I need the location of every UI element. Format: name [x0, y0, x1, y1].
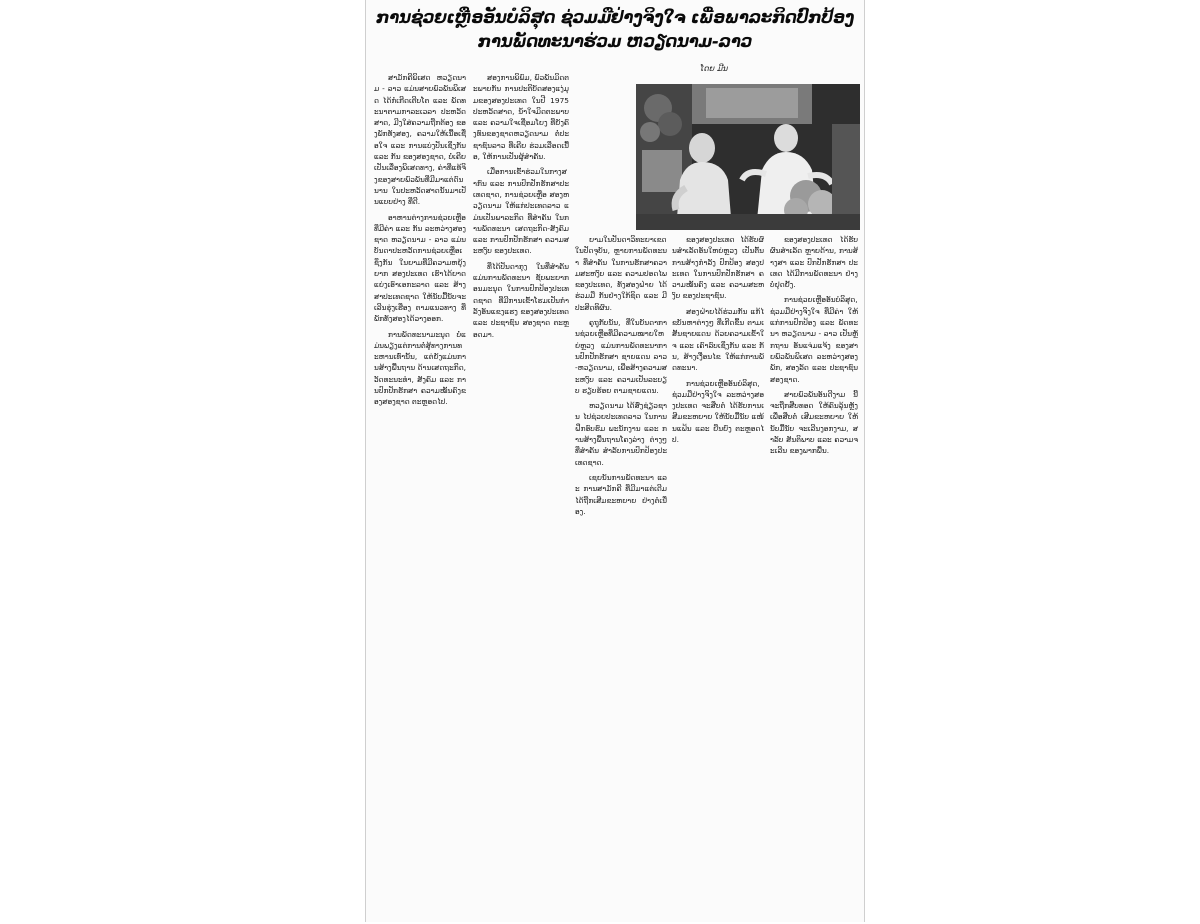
paragraph: ເມື່ອການເຂົ້າຮ່ວມໃນກາງສາກົນ ແລະ ການປົກປັກຮັກສາປະເທດຊາດ, ການຊ່ວຍເຫຼືອ ສອງຫວຽດນາມ ໃຫ້ແກ່ປະເທດລາວ ແມ່ນເປັນພາລະກິດ ທີ່ສຳຄັນ ໃນການພັດທະນາ ເສດຖະກິດ-ສັງຄົມ ແລະ ການປົກປັກຮັກສາ ຄວາມສະຫງົບ ຂອງປະເທດ.	[473, 167, 569, 256]
paragraph: ສອງການພິພົມ, ພົວພັນມິດຕະພາບກັນ ການປະຕິບັດສອງແງ່ມຸມຂອງສອງປະເທດ ໃນປີ 1975 ປະຫວັດສາດ, ນ້ຳໃຈມິດຕະພາບ ແລະ ຄວາມໃຈເຊື່ອມໂຍງ ທີ່ຍັງຄົງທົນຂອງຊາດຫວຽດນາມ ຕໍ່ປະຊາຊົນລາວ ທີ່ເຄີຍ ຮ່ວມເລືອດເນື້ອ, ໃຫ້ການເປັນຜູ້ສຳຄັນ.	[473, 73, 569, 162]
paragraph: ຂອງສອງປະເທດ ໄດ້ຮັບຜົນສຳເລັດອັນໃຫຍ່ຫຼວງ ເປັນຕົ້ນ ການສ້າງກຳລັງ ປົກປ້ອງ ສອງປະເທດ ໃນການປົກປັກຮັກສາ ຄວາມໝັ້ນຄົງ ແລະ ຄວາມສະຫງົບ ຂອງປະຊາຊົນ.	[672, 235, 764, 301]
paragraph: ການພັດທະນາມະນຸດ ບໍ່ແມ່ນພຽງແຕ່ການຕໍ່ສູ້ທາງການທະຫານເທົ່ານັ້ນ, ແຕ່ຍັງແມ່ນການສ້າງພື້ນຖານ ດ້ານເສດຖະກິດ, ວັດທະນະທຳ, ສັງຄົມ ແລະ ການປົກປັກຮັກສາ ຄວາມໝັ້ນຄົງຂອງສອງຊາດ ຕະຫຼອດໄປ.	[374, 329, 466, 407]
paragraph: ຫວຽດນາມ ໄດ້ສົ່ງຊ່ຽວຊານ ໄປຊ່ວຍປະເທດລາວ ໃນການຝຶກອົບຮົມ ພະນັກງານ ແລະ ການສ້າງພື້ນຖານໂຄງລ່າງ ຕ່າງໆ ທີ່ສຳຄັນ ສຳລັບການປົກປ້ອງປະເທດຊາດ.	[575, 401, 667, 467]
article-column-4	[672, 234, 764, 918]
article-column-5	[770, 234, 858, 918]
paragraph: ທີ່ໄດ້ປັນດາກຸງ ໃນທີ່ສຳຄັນ ແມ່ນການພັດທະນາ ຊັບພະຍາກອນມະນຸດ ໃນການປົກປ້ອງປະເທດຊາດ ທີ່ມີການເຂົ້າໂຮມເປັນກຳລັງອັນແຂງແຮງ ຂອງສອງປະເທດ ແລະ ປະຊາຊົນ ສອງຊາດ ຕະຫຼອດມາ.	[473, 261, 569, 339]
paragraph: ຄູຖຸກັບນັນ, ທີ່ໃນບັນດາການຊ່ວຍເຫຼືອທີ່ມີຄວາມໝາຍໃຫຍ່ຫຼວງ ແມ່ນການພັດທະນາການປົກປັກຮັກສາ ຊາຍແດນ ລາວ-ຫວຽດນາມ, ເພື່ອສ້າງຄວາມສະຫງົບ ແລະ ຄວາມເປັນລະບຽບ ຮຽບຮ້ອຍ ຕາມຊາຍແດນ.	[575, 318, 667, 395]
paragraph: ການຊ່ວຍເຫຼືອອັນບໍລິສຸດ, ຊ່ວມມືຢ່າງຈິງໃຈ ທີ່ມີຄ່າ ໃຫ້ແກ່ການປົກປ້ອງ ແລະ ພັດທະນາ ຫວຽດນາມ - ລາວ ເປັນຫຼັກຖານ ອັນແຈ່ມແຈ້ງ ຂອງສາຍພົວພັນພິເສດ ລະຫວ່າງສອງພັກ, ສອງລັດ ແລະ ປະຊາຊົນສອງຊາດ.	[770, 295, 858, 384]
article-photo	[636, 84, 860, 230]
article-column-3	[575, 234, 667, 918]
headline-line-1: ການຊ່ວຍເຫຼືອອັນບໍລິສຸດ ຊ່ວມມືຢ່າງຈິງໃຈ ເພື່ອພາລະກິດປົກປ້ອງ	[376, 8, 854, 27]
headline-line-2: ການພັດທະນາຮ່ວມ ຫວຽດນາມ-ລາວ	[477, 32, 753, 51]
paragraph: ເຊຍນັນການພັດທະນາ ແລະ ການສາມັກຄີ ທີ່ມີມາແຕ່ເດີມ ໄດ້ຖືກເສີມຂະຫຍາຍ ຢ່າງຕໍ່ເນື່ອງ.	[575, 472, 667, 516]
article-column-2	[473, 72, 569, 918]
paragraph: ຍາມໃນປັນດາວິທະຍາເຂດ ໃນປັດຈຸບັນ, ຫຼາຍການພັດທະນາ ທີ່ສຳຄັນ ໃນການຮັກສາຄວາມສະຫງົບ ແລະ ຄວາມປອດໄພ ຂອງປະເທດ, ທັງສອງຝ່າຍ ໄດ້ຮ່ວມມື ກັນຢ່າງໃກ້ຊິດ ແລະ ມີປະສິດທິຜົນ.	[575, 235, 667, 312]
headline	[372, 6, 858, 54]
paragraph: ການຊ່ວຍເຫຼືອອັນບໍລິສຸດ, ຊ່ວມມືຢ່າງຈິງໃຈ ລະຫວ່າງສອງປະເທດ ຈະສືບຕໍ່ ໄດ້ຮັບການເສີມຂະຫຍາຍ ໃຫ້ນັບມື້ນັບ ແໜ້ນແຟ້ນ ແລະ ຍືນຍົງ ຕະຫຼອດໄປ.	[672, 378, 764, 445]
paragraph: ສອງຝ່າຍໄດ້ຮ່ວມກັນ ແກ້ໄຂບັນຫາຕ່າງໆ ທີ່ເກີດຂຶ້ນ ຕາມເສັ້ນຊາຍແດນ ດ້ວຍຄວາມເຂົ້າໃຈ ແລະ ເຄົາລົບເຊິ່ງກັນ ແລະ ກັນ, ສ້າງເງື່ອນໄຂ ໃຫ້ແກ່ການພັດທະນາ.	[672, 306, 764, 373]
paragraph: ອາຫານຕ່າງການຊ່ວຍເຫຼືອທີ່ມີຄ່າ ແລະ ກັນ ລະຫວ່າງສອງຊາດ ຫວຽດນາມ - ລາວ ແມ່ນບັນດາປະຫວັດການຊ່ວຍເຫຼືອເຊິ່ງກັນ ໃນຍາມທີ່ມີຄວາມຫຍຸ້ງຍາກ ສອງປະເທດ ເຮົາໄດ້ຍາດແຍ່ງເອົາເອກະລາດ ແລະ ສ້າງສາປະເທດຊາດ ໃຫ້ນັບມື້ນັບຈະເລີນຮຸ່ງເຮືອງ ຕາມແນວທາງ ທີ່ພັກທັງສອງໄດ້ວາງອອກ.	[374, 212, 466, 324]
paragraph: ຂອງສອງປະເທດ ໄດ້ຮັບຜົນສຳເລັດ ຫຼາຍດ້ານ, ການສ້າງສາ ແລະ ປົກປັກຮັກສາ ປະເທດ ໄດ້ມີການພັດທະນາ ຢ່າງບໍ່ຢຸດຢັ້ງ.	[770, 235, 858, 290]
article-column-1	[374, 72, 466, 918]
paragraph: ສາຍພົວພັນອັນດີງາມ ນີ້ ຈະຖືກສືບທອດ ໃຫ້ຄົນລຸ້ນຫຼັງ ເພື່ອສືບຕໍ່ ເສີມຂະຫຍາຍ ໃຫ້ນັບມື້ນັບ ຈະເລີນງອກງາມ, ສຳລັບ ສັນຕິພາບ ແລະ ຄວາມຈະເລີນ ຂອງພາກພື້ນ.	[770, 389, 858, 456]
byline: ໂດຍ ມີນ	[700, 64, 728, 73]
paragraph: ສາມັກຄີພິເສດ ຫວຽດນາມ - ລາວ ແມ່ນສາຍພົວພັນພິເສດ ໄດ້ກໍ່ເກີດເຕີບໂຕ ແລະ ພັດທະນາຕາມກາລະເວລາ ປະຫວັດສາດ, ມີງໃສ່ຄວາມຖືກຕ້ອງ ຂອງພັກທັງສອງ, ຄວາມໃຫ້ເນື້ອເຊື່ອໃຈ ແລະ ການແບ່ງປັນເຊິ່ງກັນ ແລະ ກັນ ຂອງສອງຊາດ, ບໍ່ເຄີຍເປັນເລື່ອງພິເສດທາງ, ຄ່າທີ່ແທ້ຈິງຂອງສາຍພົວພັນທີ່ມີມາແຕ່ດົນນານ ໃນປະຫວັດສາດນັ້ນມາເປັນແບບຢ່າງ ທີ່ດີ.	[374, 73, 466, 207]
photo-two-men-talking	[636, 84, 860, 230]
newspaper-page	[365, 0, 865, 922]
